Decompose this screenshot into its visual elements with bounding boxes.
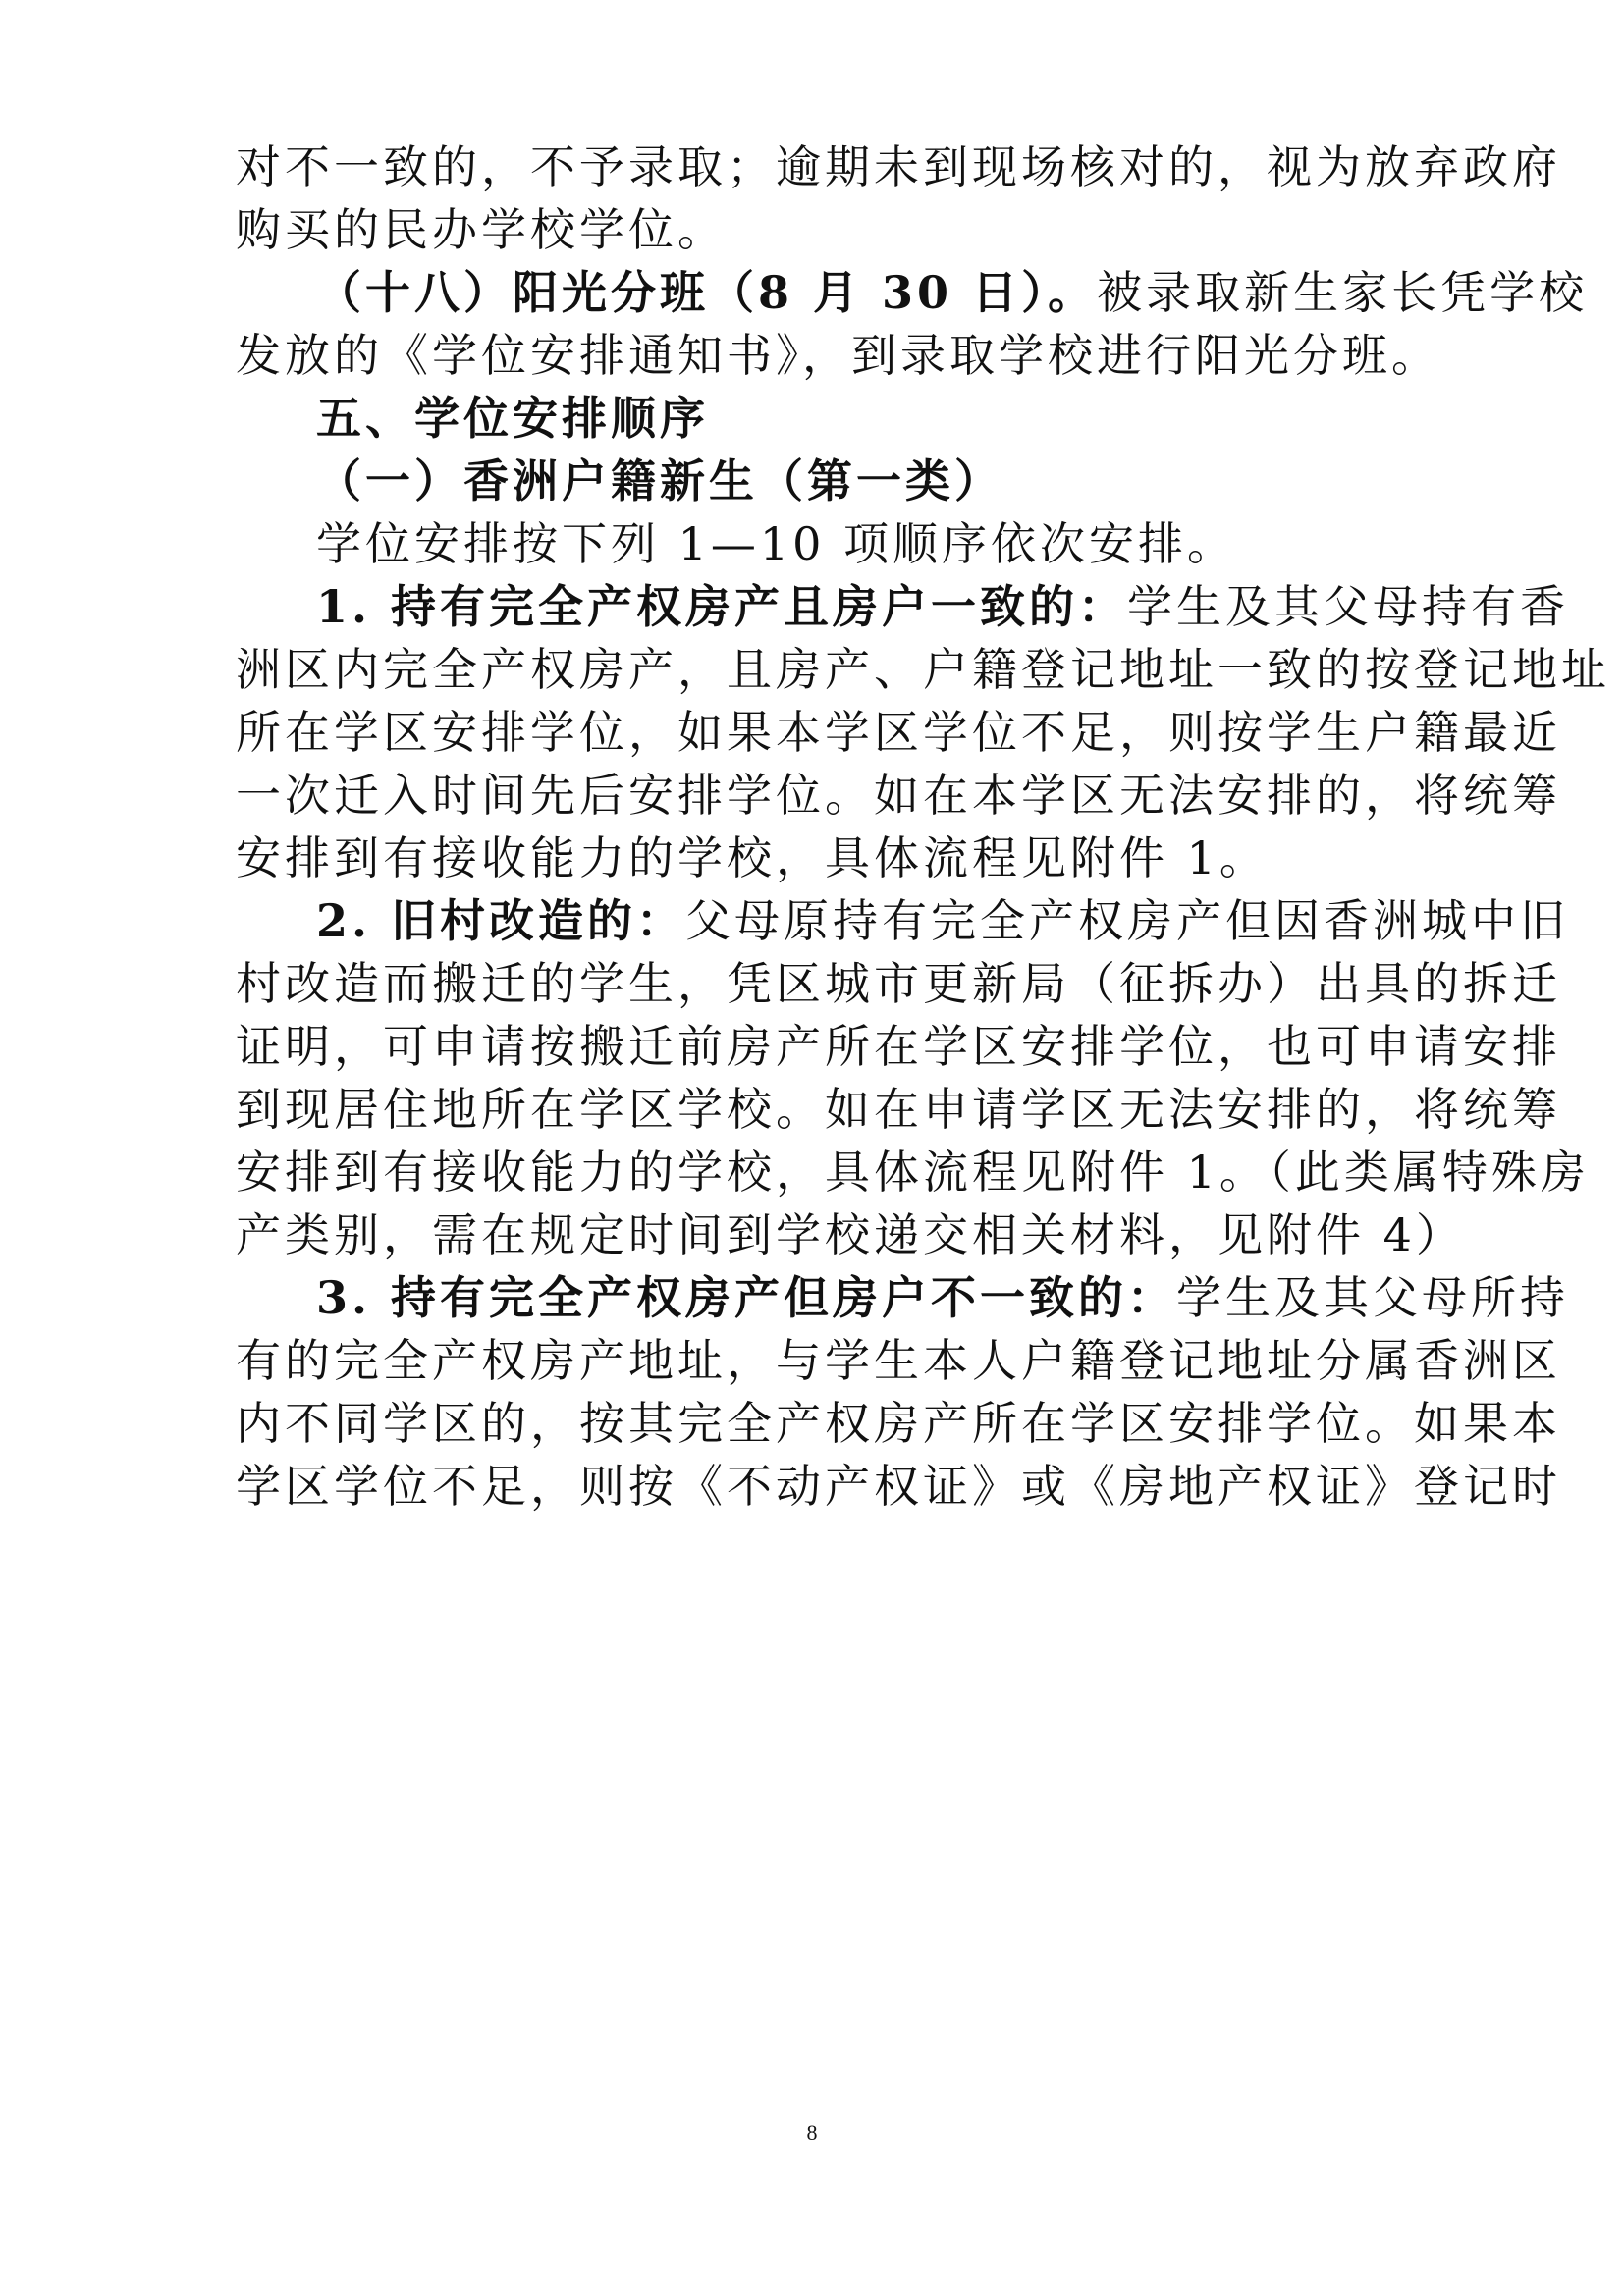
text-line: 产类别，需在规定时间到学校递交相关材料，见附件 4）	[236, 1208, 1465, 1261]
text-line: 有的完全产权房产地址，与学生本人户籍登记地址分属香洲区	[236, 1334, 1561, 1387]
text-line: 洲区内完全产权房产，且房产、户籍登记地址一致的按登记地址	[236, 643, 1610, 696]
item-1-line	[316, 577, 1570, 636]
item-1-heading: 1. 持有完全产权房产且房户一致的：	[316, 580, 1128, 633]
item-3-line	[316, 1268, 1570, 1327]
text-line: 内不同学区的，按其完全产权房产所在学区安排学位。如果本	[236, 1397, 1561, 1450]
item-2-line	[316, 891, 1570, 950]
item-2-heading: 2. 旧村改造的：	[316, 894, 686, 947]
item-2-text: 父母原持有完全产权房产但因香洲城中旧	[685, 894, 1570, 947]
subsection-18-line	[316, 263, 1589, 322]
text-line: 学区学位不足，则按《不动产权证》或《房地产权证》登记时	[236, 1460, 1561, 1513]
section-5-heading: 五、学位安排顺序	[316, 392, 709, 445]
text-line: 村改造而搬迁的学生，凭区城市更新局（征拆办）出具的拆迁	[236, 957, 1561, 1010]
text-line: 到现居住地所在学区学校。如在申请学区无法安排的，将统筹	[236, 1083, 1561, 1136]
item-1-text: 学生及其父母持有香	[1127, 580, 1570, 633]
text-line: 一次迁入时间先后安排学位。如在本学区无法安排的，将统筹	[236, 769, 1561, 822]
text-line: 发放的《学位安排通知书》，到录取学校进行阳光分班。	[236, 329, 1440, 382]
subsection-18-text: 被录取新生家长凭学校	[1097, 266, 1589, 319]
item-3-heading: 3. 持有完全产权房产但房户不一致的：	[316, 1271, 1177, 1324]
text-line: 安排到有接收能力的学校，具体流程见附件 1。	[236, 831, 1269, 884]
page-number: 8	[806, 2120, 818, 2145]
text-line: 购买的民办学校学位。	[236, 203, 727, 256]
text-line: 所在学区安排学位，如果本学区学位不足，则按学生户籍最近	[236, 706, 1561, 759]
text-line: 证明，可申请按搬迁前房产所在学区安排学位，也可申请安排	[236, 1020, 1561, 1073]
text-line: 安排到有接收能力的学校，具体流程见附件 1。（此类属特殊房	[236, 1146, 1590, 1199]
text-line: 对不一致的，不予录取；逾期未到现场核对的，视为放弃政府	[236, 140, 1561, 193]
subsection-1-heading: （一）香洲户籍新生（第一类）	[316, 454, 1003, 507]
text-line: 学位安排按下列 1—10 项顺序依次安排。	[316, 517, 1237, 570]
subsection-18-heading: （十八）阳光分班（8 月 30 日）。	[316, 266, 1098, 319]
item-3-text: 学生及其父母所持	[1176, 1271, 1570, 1324]
